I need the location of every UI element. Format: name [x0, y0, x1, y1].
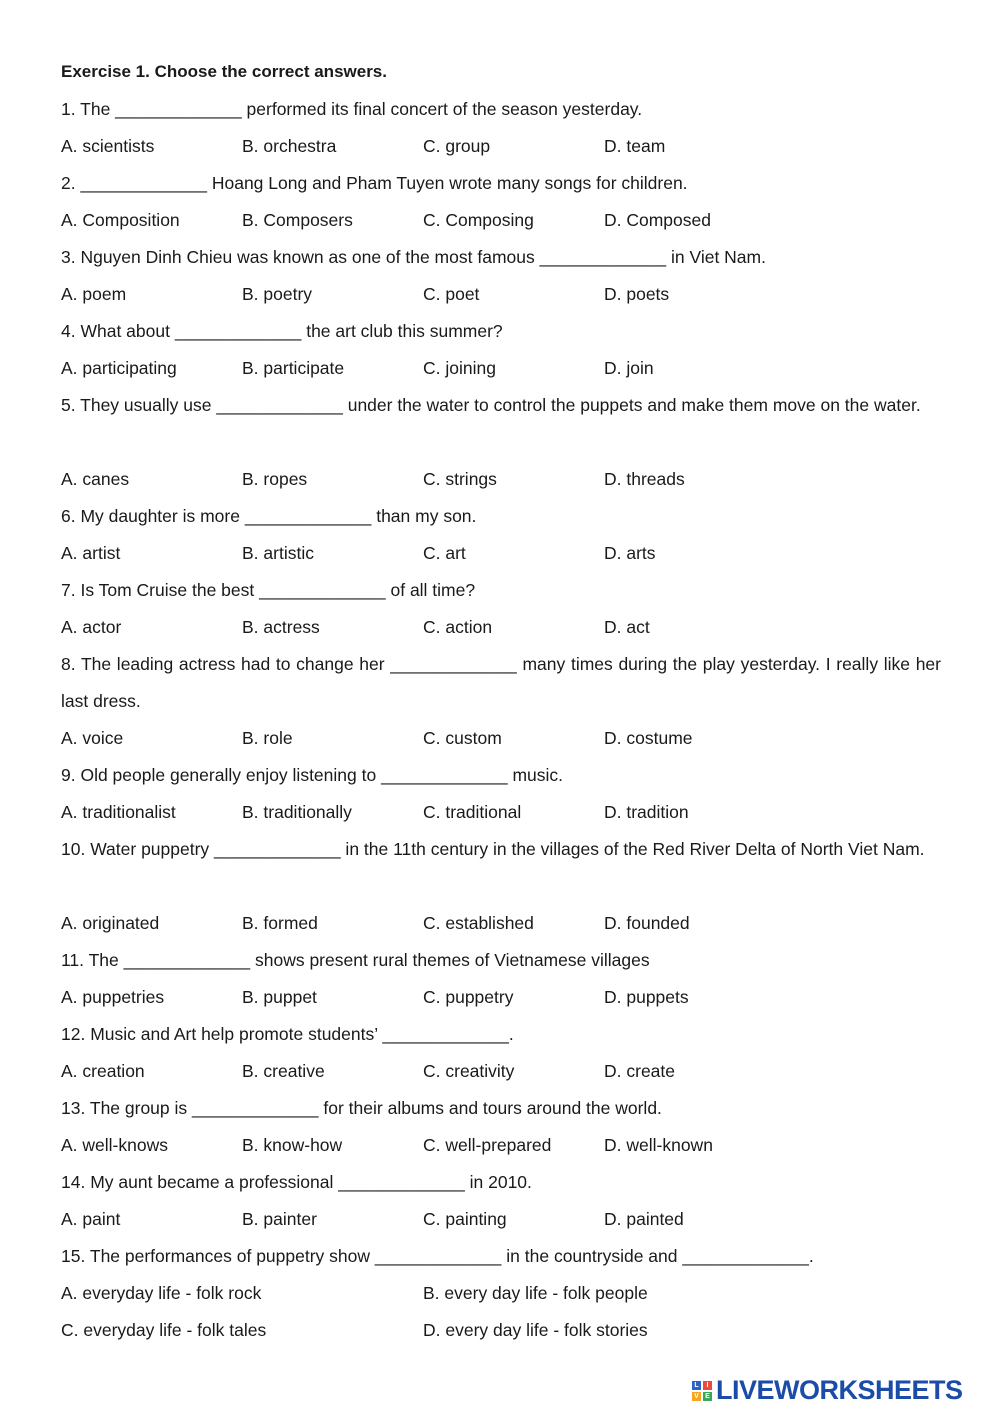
question-5: 5. They usually use _____________ under the water to control the puppets and make them move on the water.: [61, 395, 921, 415]
options-2: [61, 202, 941, 239]
logo-mark-icon: [691, 1380, 713, 1402]
option-9a[interactable]: A. traditionalist: [61, 802, 176, 822]
options-1: [61, 128, 941, 165]
option-5c[interactable]: C. strings: [423, 469, 497, 489]
option-9b[interactable]: B. traditionally: [242, 802, 352, 822]
question-2: 2. _____________ Hoang Long and Pham Tuyen wrote many songs for children.: [61, 173, 688, 193]
option-2c[interactable]: C. Composing: [423, 210, 534, 230]
question-13: 13. The group is _____________ for their albums and tours around the world.: [61, 1098, 662, 1118]
option-3c[interactable]: C. poet: [423, 284, 480, 304]
option-13b[interactable]: B. know-how: [242, 1135, 343, 1155]
option-14d[interactable]: D. painted: [604, 1209, 684, 1229]
option-13c[interactable]: C. well-prepared: [423, 1135, 552, 1155]
option-10b[interactable]: B. formed: [242, 913, 318, 933]
options-10: [61, 905, 941, 942]
option-14c[interactable]: C. painting: [423, 1209, 507, 1229]
question-4: 4. What about _____________ the art club this summer?: [61, 321, 503, 341]
question-14: 14. My aunt became a professional _____________ in 2010.: [61, 1172, 532, 1192]
option-13a[interactable]: A. well-knows: [61, 1135, 168, 1155]
option-3d[interactable]: D. poets: [604, 284, 670, 304]
option-14b[interactable]: B. painter: [242, 1209, 317, 1229]
option-8a[interactable]: A. voice: [61, 728, 124, 748]
option-5a[interactable]: A. canes: [61, 469, 130, 489]
option-8d[interactable]: D. costume: [604, 728, 693, 748]
option-11d[interactable]: D. puppets: [604, 987, 689, 1007]
option-12a[interactable]: A. creation: [61, 1061, 145, 1081]
option-6b[interactable]: B. artistic: [242, 543, 314, 563]
option-15d[interactable]: D. every day life - folk stories: [423, 1320, 648, 1340]
options-9: [61, 794, 941, 831]
question-6: 6. My daughter is more _____________ than my son.: [61, 506, 477, 526]
options-3: [61, 276, 941, 313]
option-12c[interactable]: C. creativity: [423, 1061, 515, 1081]
options-5: [61, 461, 941, 498]
option-15c[interactable]: C. everyday life - folk tales: [61, 1320, 267, 1340]
option-9d[interactable]: D. tradition: [604, 802, 689, 822]
option-1c[interactable]: C. group: [423, 136, 491, 156]
option-11b[interactable]: B. puppet: [242, 987, 317, 1007]
options-8: [61, 720, 941, 757]
option-8b[interactable]: B. role: [242, 728, 293, 748]
option-4d[interactable]: D. join: [604, 358, 654, 378]
options-12: [61, 1053, 941, 1090]
option-11c[interactable]: C. puppetry: [423, 987, 514, 1007]
question-11: 11. The _____________ shows present rural themes of Vietnamese villages: [61, 950, 650, 970]
option-2d[interactable]: D. Composed: [604, 210, 711, 230]
logo-mark-cell: L: [691, 1380, 702, 1391]
option-6a[interactable]: A. artist: [61, 543, 121, 563]
question-7: 7. Is Tom Cruise the best _____________ of all time?: [61, 580, 476, 600]
option-10c[interactable]: C. established: [423, 913, 534, 933]
option-14a[interactable]: A. paint: [61, 1209, 121, 1229]
option-1d[interactable]: D. team: [604, 136, 666, 156]
options-6: [61, 535, 941, 572]
question-8: 8. The leading actress had to change her _____________ many times during the play yesterday. I really like her last dress.: [61, 654, 941, 711]
logo-mark-cell: V: [691, 1391, 702, 1402]
option-15a[interactable]: A. everyday life - folk rock: [61, 1283, 262, 1303]
option-13d[interactable]: D. well-known: [604, 1135, 713, 1155]
option-2b[interactable]: B. Composers: [242, 210, 353, 230]
option-12d[interactable]: D. create: [604, 1061, 675, 1081]
option-2a[interactable]: A. Composition: [61, 210, 180, 230]
option-3a[interactable]: A. poem: [61, 284, 127, 304]
options-14: [61, 1201, 941, 1238]
question-12: 12. Music and Art help promote students’ _____________.: [61, 1024, 514, 1044]
liveworksheets-logo: [691, 1377, 963, 1404]
option-5d[interactable]: D. threads: [604, 469, 685, 489]
logo-mark-cell: I: [702, 1380, 713, 1391]
question-1: 1. The _____________ performed its final concert of the season yesterday.: [61, 99, 643, 119]
option-4c[interactable]: C. joining: [423, 358, 496, 378]
option-10d[interactable]: D. founded: [604, 913, 690, 933]
logo-text: LIVEWORKSHEETS: [716, 1375, 963, 1405]
option-12b[interactable]: B. creative: [242, 1061, 325, 1081]
option-7a[interactable]: A. actor: [61, 617, 122, 637]
options-15-row-2: [61, 1312, 941, 1349]
option-5b[interactable]: B. ropes: [242, 469, 308, 489]
option-11a[interactable]: A. puppetries: [61, 987, 165, 1007]
options-13: [61, 1127, 941, 1164]
option-4a[interactable]: A. participating: [61, 358, 177, 378]
logo-mark-cell: E: [702, 1391, 713, 1402]
exercise-title: Exercise 1. Choose the correct answers.: [61, 62, 387, 81]
option-1b[interactable]: B. orchestra: [242, 136, 337, 156]
options-7: [61, 609, 941, 646]
question-15: 15. The performances of puppetry show _____________ in the countryside and _____________.: [61, 1246, 814, 1266]
option-9c[interactable]: C. traditional: [423, 802, 522, 822]
option-7c[interactable]: C. action: [423, 617, 493, 637]
option-6d[interactable]: D. arts: [604, 543, 656, 563]
question-10: 10. Water puppetry _____________ in the 11th century in the villages of the Red River Delta of North Viet Nam.: [61, 839, 925, 859]
option-1a[interactable]: A. scientists: [61, 136, 155, 156]
option-7b[interactable]: B. actress: [242, 617, 320, 637]
option-8c[interactable]: C. custom: [423, 728, 502, 748]
question-9: 9. Old people generally enjoy listening to _____________ music.: [61, 765, 564, 785]
options-4: [61, 350, 941, 387]
options-15-row-1: [61, 1275, 941, 1312]
option-4b[interactable]: B. participate: [242, 358, 345, 378]
option-6c[interactable]: C. art: [423, 543, 466, 563]
option-3b[interactable]: B. poetry: [242, 284, 313, 304]
question-3: 3. Nguyen Dinh Chieu was known as one of the most famous _____________ in Viet Nam.: [61, 247, 766, 267]
option-15b[interactable]: B. every day life - folk people: [423, 1283, 648, 1303]
options-11: [61, 979, 941, 1016]
option-10a[interactable]: A. originated: [61, 913, 160, 933]
option-7d[interactable]: D. act: [604, 617, 650, 637]
